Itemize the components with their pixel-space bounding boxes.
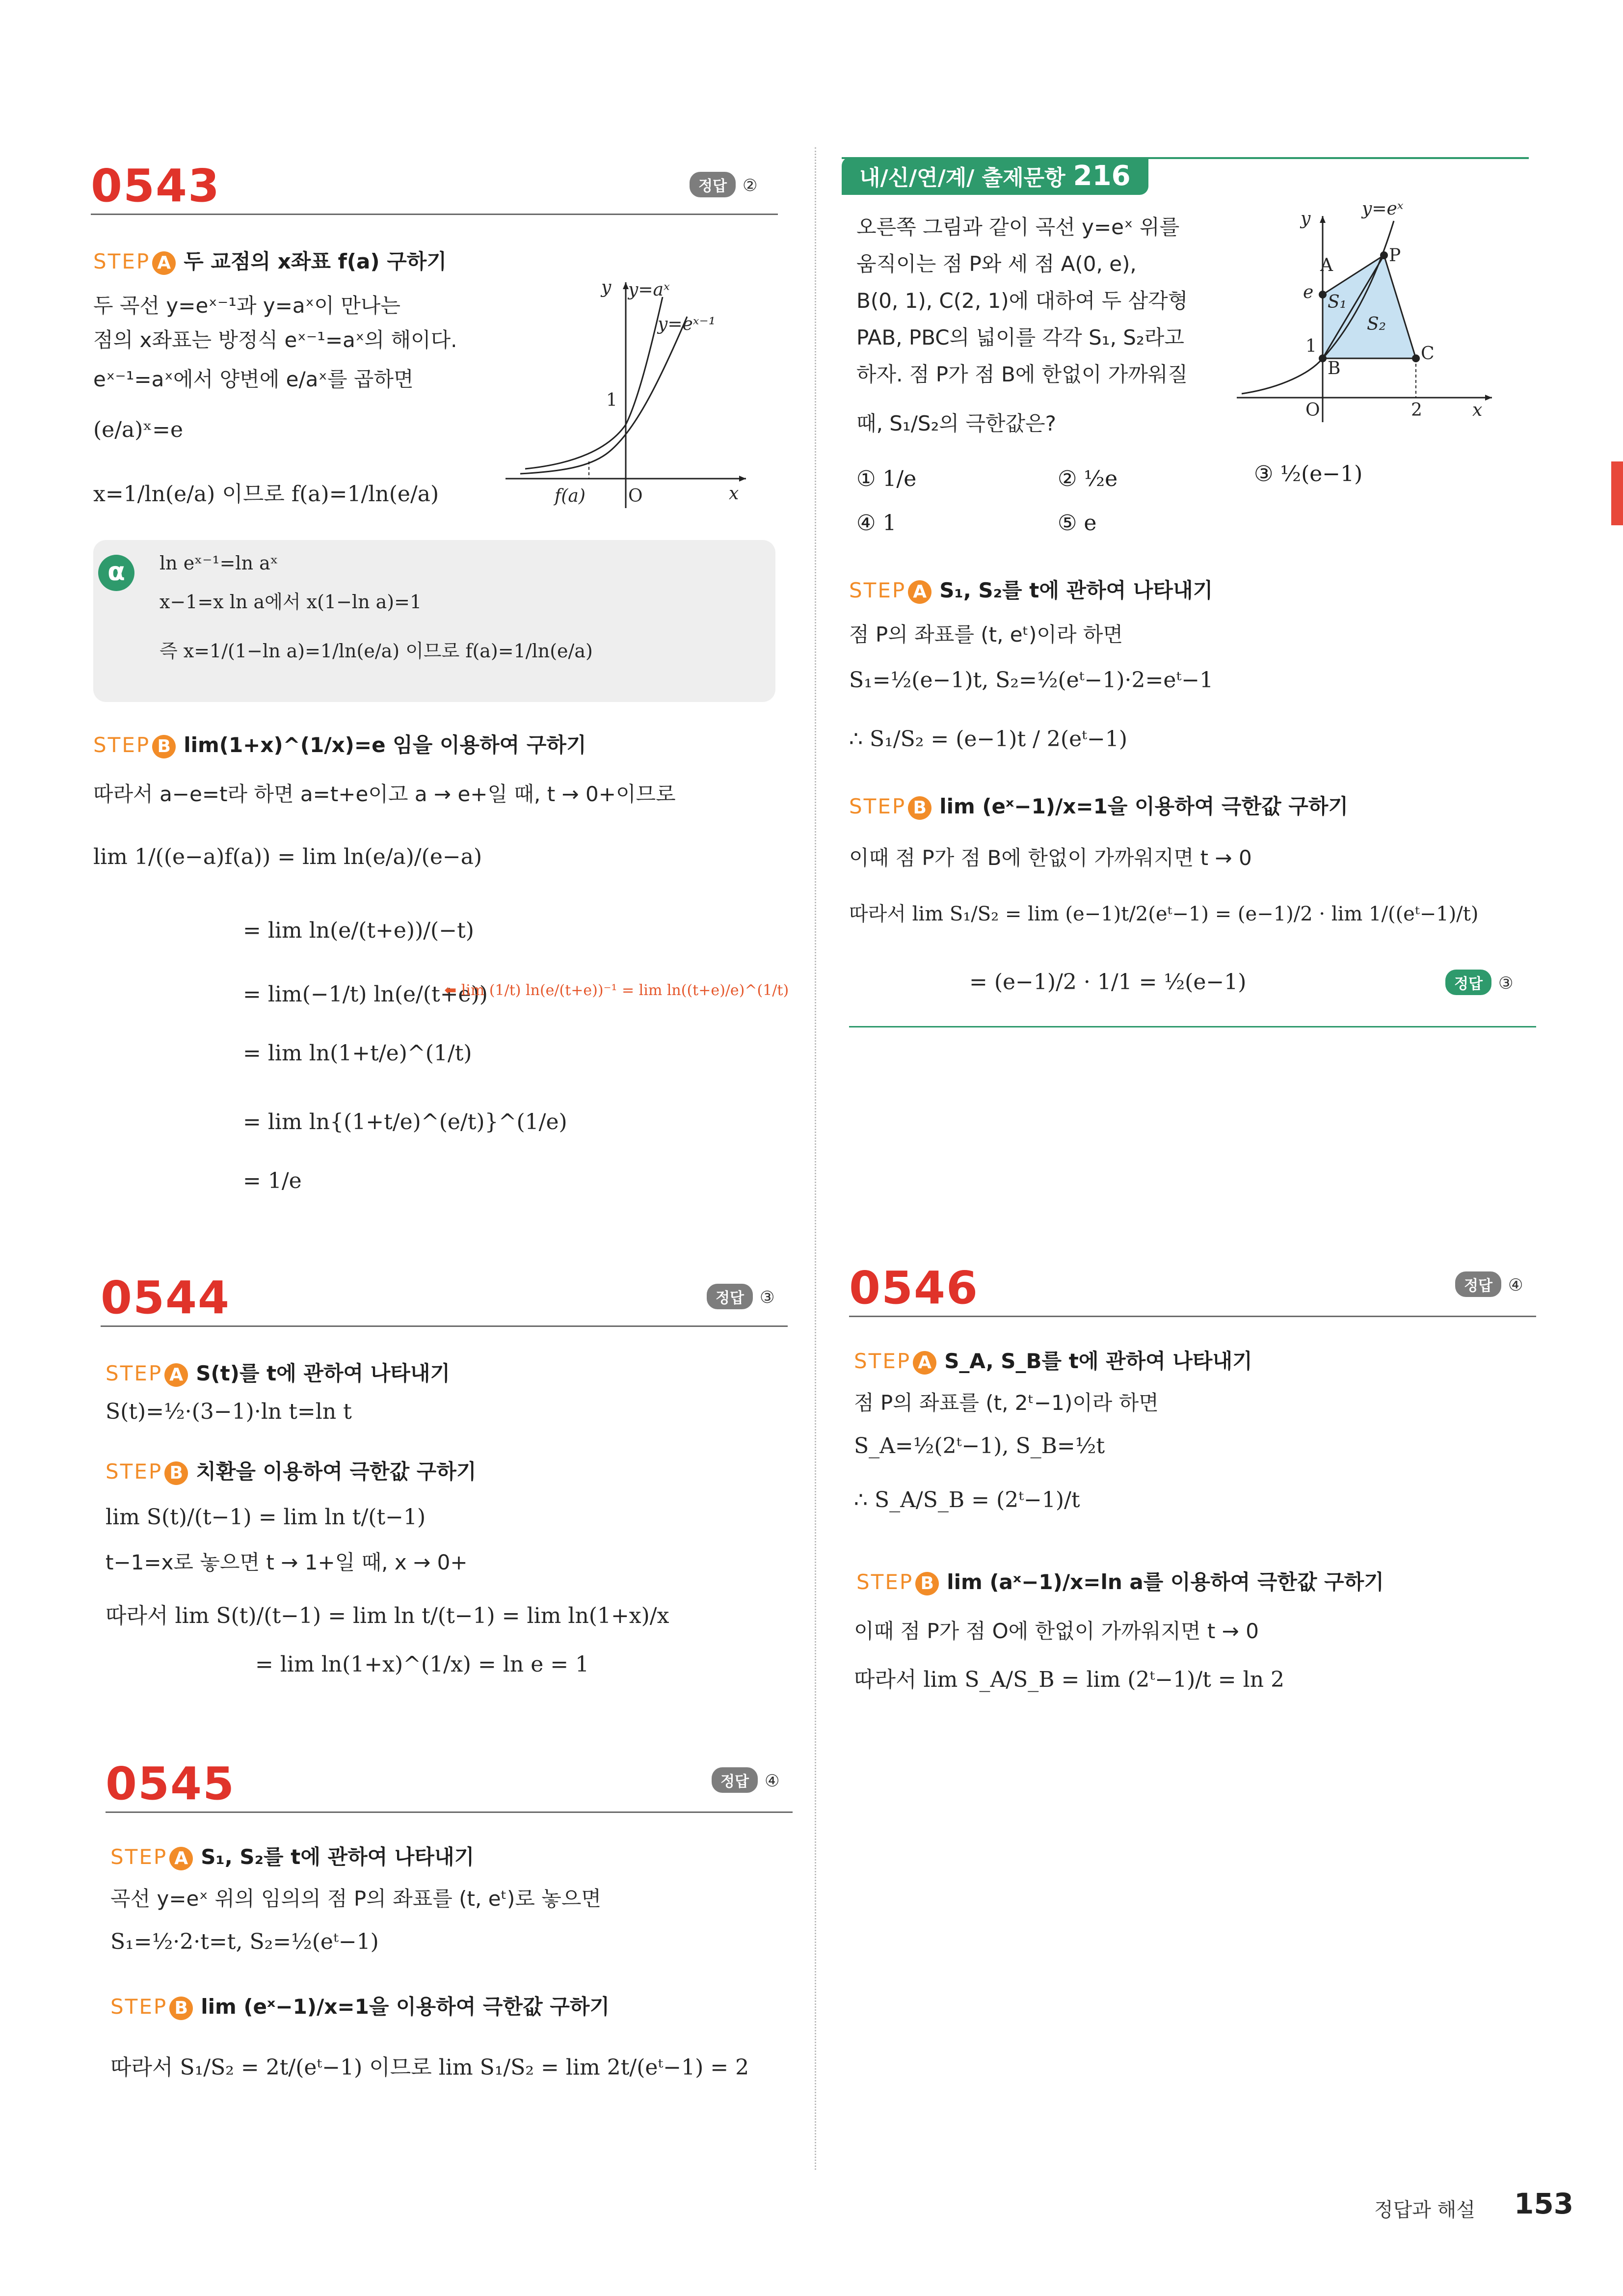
answer-tag: 정답: [712, 1767, 758, 1793]
tip-line: x−1=x ln a에서 x(1−ln a)=1: [160, 591, 422, 613]
answer-value: ③: [1498, 973, 1514, 993]
text-line: 점의 x좌표는 방정식 eˣ⁻¹=aˣ의 해이다.: [93, 328, 457, 352]
math-line: = lim ln{(1+t/e)^(e/t)}^(1/e): [243, 1109, 567, 1134]
graph-label: A: [1320, 255, 1333, 275]
answer-tag: 정답: [1445, 970, 1491, 995]
step-b-heading: STEP B lim (eˣ−1)/x=1을 이용하여 극한값 구하기: [849, 790, 1348, 820]
answer-value: ④: [764, 1771, 780, 1791]
graph-0543: [496, 268, 751, 513]
choice-4: ④ 1: [856, 511, 897, 536]
math-line: ∴ S₁/S₂ = (e−1)t / 2(eᵗ−1): [849, 727, 1127, 752]
question-line: B(0, 1), C(2, 1)에 대하여 두 삼각형: [856, 289, 1188, 313]
math-line: S(t)=½·(3−1)·ln t=ln t: [106, 1399, 352, 1424]
graph-curve-label: y=eˣ⁻¹: [658, 314, 716, 334]
answer-tag: 정답: [1455, 1271, 1501, 1297]
text-line: 이때 점 P가 점 B에 한없이 가까워지면 t → 0: [849, 846, 1252, 870]
answer-tag: 정답: [707, 1284, 753, 1309]
math-line: (e/a)ˣ=e: [93, 417, 183, 442]
math-line: = 1/e: [243, 1168, 302, 1193]
step-a-heading: STEP A 두 교점의 x좌표 f(a) 구하기: [93, 245, 447, 275]
graph-tick-label: f(a): [555, 486, 585, 506]
divider: [101, 1325, 788, 1327]
problem-number-0544: 0544: [101, 1271, 231, 1324]
math-line: S_A=½(2ᵗ−1), S_B=½t: [854, 1433, 1105, 1459]
column-separator: [815, 147, 816, 2170]
answer-value: ④: [1508, 1275, 1523, 1295]
math-line: 따라서 S₁/S₂ = 2t/(eᵗ−1) 이므로 lim S₁/S₂ = lim 2t/(eᵗ−1) = 2: [110, 2055, 749, 2080]
graph-label: e: [1303, 282, 1314, 302]
answer-tag: 정답: [690, 172, 736, 197]
question-line: 움직이는 점 P와 세 점 A(0, e),: [856, 252, 1137, 276]
answer-0543: [690, 172, 757, 197]
math-line: = (e−1)/2 · 1/1 = ½(e−1): [969, 970, 1247, 995]
text-line: 이때 점 P가 점 O에 한없이 가까워지면 t → 0: [854, 1619, 1259, 1643]
math-line: S₁=½(e−1)t, S₂=½(eᵗ−1)·2=eᵗ−1: [849, 668, 1214, 693]
divider: [842, 157, 1529, 159]
math-line: lim S(t)/(t−1) = lim ln t/(t−1): [106, 1505, 426, 1530]
math-line: x=1/ln(e/a) 이므로 f(a)=1/ln(e/a): [93, 482, 439, 507]
answer-value: ③: [759, 1288, 775, 1307]
annotation-note: ⬅ lim (1/t) ln(e/(t+e))⁻¹ = lim ln((t+e)/e)^(1/t): [444, 982, 789, 999]
divider: [91, 214, 778, 215]
graph-curve-label: y=aˣ: [628, 280, 670, 300]
tip-line: ln eˣ⁻¹=ln aˣ: [160, 552, 278, 574]
graph-label: C: [1421, 344, 1435, 364]
math-line: S₁=½·2·t=t, S₂=½(eᵗ−1): [110, 1929, 379, 1954]
graph-label: S₂: [1367, 314, 1386, 334]
graph-tick-label: 1: [606, 390, 617, 410]
tip-line: 즉 x=1/(1−ln a)=1/ln(e/a) 이므로 f(a)=1/ln(e/a): [160, 640, 593, 662]
graph-label: P: [1389, 245, 1401, 266]
text-line: 곡선 y=eˣ 위의 임의의 점 P의 좌표를 (t, eᵗ)로 놓으면: [110, 1887, 601, 1911]
question-line: 하자. 점 P가 점 B에 한없이 가까워질: [856, 362, 1188, 386]
step-b-heading: STEP B 치환을 이용하여 극한값 구하기: [106, 1456, 477, 1485]
choice-5: ⑤ e: [1058, 511, 1097, 536]
graph-x-label: x: [729, 484, 739, 504]
graph-y-label: y: [601, 277, 612, 297]
choice-3: ③ ½(e−1): [1254, 461, 1363, 486]
divider: [849, 1316, 1536, 1317]
graph-216: [1227, 201, 1502, 427]
math-line: ∴ S_A/S_B = (2ᵗ−1)/t: [854, 1487, 1080, 1513]
question-line: 때, S₁/S₂의 극한값은?: [856, 411, 1056, 435]
graph-label: x: [1472, 400, 1483, 420]
question-line: 오른쪽 그림과 같이 곡선 y=eˣ 위를: [856, 215, 1180, 239]
related-problem-banner: 내/신/연/계/ 출제문항 216: [842, 157, 1148, 195]
step-a-heading: STEP A S₁, S₂를 t에 관하여 나타내기: [110, 1841, 474, 1870]
choice-2: ② ½e: [1058, 466, 1118, 491]
footer-label: 정답과 해설: [1374, 2199, 1475, 2221]
math-line: 따라서 lim S₁/S₂ = lim (e−1)t/2(eᵗ−1) = (e−1)/2 · lim 1/((eᵗ−1)/t): [849, 903, 1479, 925]
answer-0545: [712, 1767, 779, 1793]
graph-label: S₁: [1328, 292, 1347, 312]
graph-label: O: [1305, 400, 1320, 420]
text-line: eˣ⁻¹=aˣ에서 양변에 e/aˣ를 곱하면: [93, 367, 414, 391]
text-line: t−1=x로 놓으면 t → 1+일 때, x → 0+: [106, 1550, 468, 1574]
divider: [849, 1026, 1536, 1027]
graph-label: 2: [1411, 400, 1422, 420]
problem-number-0543: 0543: [91, 160, 221, 212]
answer-0546: [1455, 1271, 1523, 1297]
step-b-heading: STEP B lim (eˣ−1)/x=1을 이용하여 극한값 구하기: [110, 1991, 610, 2020]
graph-curve-label: y=eˣ: [1362, 199, 1404, 219]
text-line: 따라서 a−e=t라 하면 a=t+e이고 a → e+일 때, t → 0+이므로: [93, 782, 676, 806]
choice-1: ① 1/e: [856, 466, 917, 491]
problem-number-0546: 0546: [849, 1262, 979, 1314]
text-line: 점 P의 좌표를 (t, 2ᵗ−1)이라 하면: [854, 1391, 1159, 1415]
step-a-heading: STEP A S(t)를 t에 관하여 나타내기: [106, 1357, 450, 1387]
page-number: 153: [1514, 2187, 1574, 2220]
math-line: = lim ln(1+x)^(1/x) = ln e = 1: [255, 1652, 589, 1677]
question-line: PAB, PBC의 넓이를 각각 S₁, S₂라고: [856, 325, 1184, 350]
math-line: 따라서 lim S(t)/(t−1) = lim ln t/(t−1) = lim ln(1+x)/x: [106, 1603, 669, 1628]
step-b-heading: STEP B lim (aˣ−1)/x=ln a를 이용하여 극한값 구하기: [856, 1566, 1384, 1595]
step-a-heading: STEP A S₁, S₂를 t에 관하여 나타내기: [849, 574, 1213, 604]
math-line: = lim(−1/t) ln(e/(t+e)): [243, 982, 488, 1007]
divider: [106, 1811, 793, 1813]
step-a-heading: STEP A S_A, S_B를 t에 관하여 나타내기: [854, 1345, 1252, 1375]
graph-label: B: [1328, 358, 1341, 378]
answer-0544: [707, 1284, 774, 1309]
answer-216: [1445, 970, 1513, 995]
math-line: = lim ln(1+t/e)^(1/t): [243, 1041, 472, 1066]
graph-label: y: [1301, 209, 1311, 229]
text-line: 두 곡선 y=eˣ⁻¹과 y=aˣ이 만나는: [93, 294, 400, 318]
answer-value: ②: [742, 176, 758, 195]
step-b-heading: STEP B lim(1+x)^(1/x)=e 임을 이용하여 구하기: [93, 729, 586, 758]
problem-number-0545: 0545: [106, 1757, 236, 1810]
math-line: lim 1/((e−a)f(a)) = lim ln(e/a)/(e−a): [93, 844, 482, 869]
math-line: 따라서 lim S_A/S_B = lim (2ᵗ−1)/t = ln 2: [854, 1667, 1285, 1692]
graph-label: 1: [1305, 336, 1317, 356]
chapter-tab: [1611, 461, 1623, 525]
text-line: 점 P의 좌표를 (t, eᵗ)이라 하면: [849, 622, 1123, 647]
plus-alpha-icon: α: [98, 555, 134, 591]
graph-origin-label: O: [628, 486, 643, 506]
math-line: = lim ln(e/(t+e))/(−t): [243, 918, 474, 943]
